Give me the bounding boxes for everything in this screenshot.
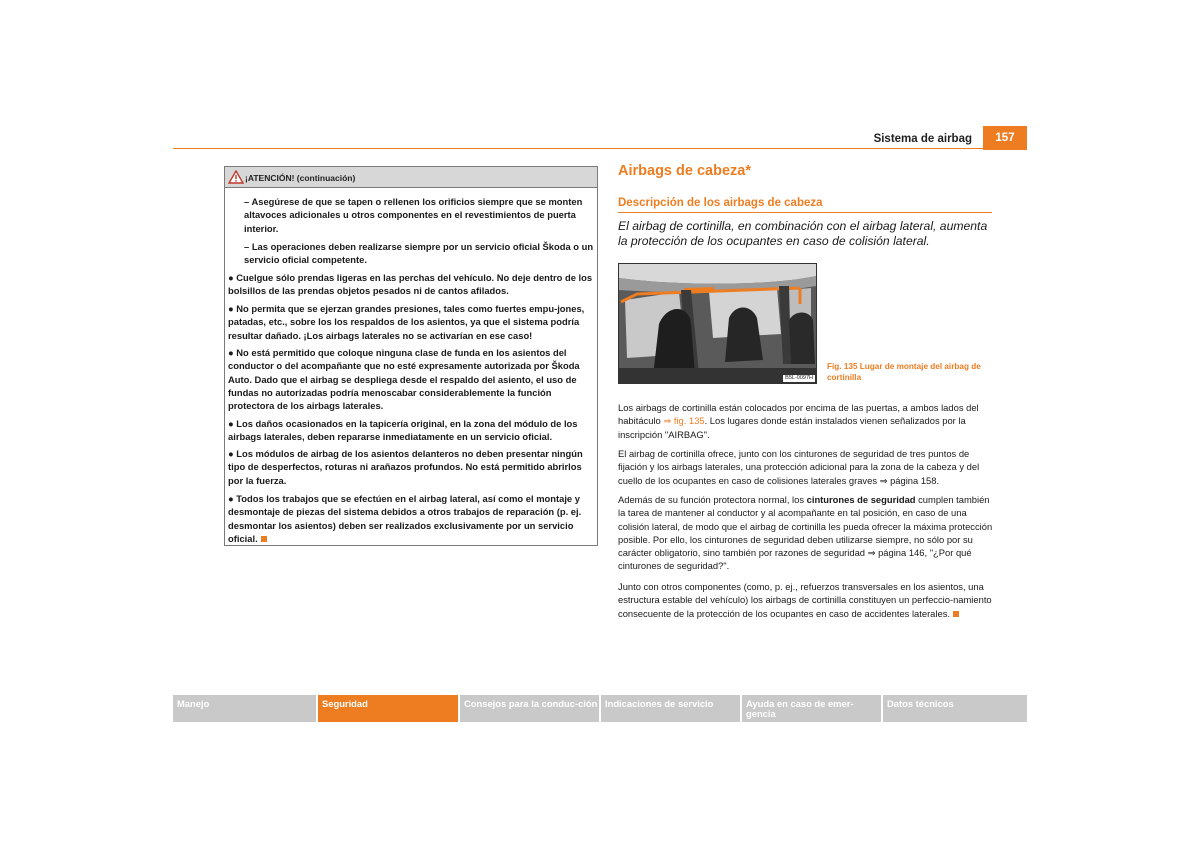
paragraph-text: Los airbags de cortinilla están colocados por encima de las puertas, a ambos lados del habitáculo: [618, 402, 979, 427]
warning-item: ● Los módulos de airbag de los asientos delanteros no deben presentar ningún tipo de desperfectos, roturas ni arañazos profundos. No está permitido abrirlos por la fuerza.: [228, 448, 583, 486]
paragraph-3: [618, 493, 994, 573]
warning-title: ¡ATENCIÓN! (continuación): [245, 173, 356, 183]
tab-indicaciones-servicio[interactable]: Indicaciones de servicio: [601, 695, 740, 722]
intro-text: El airbag de cortinilla, en combinación con el airbag lateral, aumenta la protección de los ocupantes en caso de colisión lateral.: [618, 219, 988, 249]
page-header-title: Sistema de airbag: [873, 133, 972, 145]
paragraph-2: El airbag de cortinilla ofrece, junto con los cinturones de seguridad de tres puntos de fijación y los airbags laterales, una protección adicional para la zona de la cabeza y del cuello de los ocupantes en caso de colisiones laterales graves ⇒ página 158.: [618, 448, 980, 486]
warning-item-text: ● Todos los trabajos que se efectúen en el airbag lateral, así como el montaje y desmontaje de piezas del sistema debidos a otros trabajos de reparación (p. ej. desmontar los asientos) deben ser realizados exclusivamente por un servicio oficial.: [228, 493, 582, 544]
paragraph-bold-text: cinturones de seguridad: [806, 494, 916, 505]
warning-item: – Las operaciones deben realizarse siempre por un servicio oficial Škoda o un servicio oficial competente.: [244, 241, 594, 266]
warning-triangle-icon: [228, 170, 244, 184]
warning-item: [228, 492, 594, 545]
warning-item: ● Los daños ocasionados en la tapicería original, en la zona del módulo de los airbags laterales, deben repararse inmediatamente en un servicio oficial.: [228, 418, 578, 443]
car-interior-illustration: [619, 264, 816, 383]
paragraph-text: Junto con otros componentes (como, p. ej., refuerzos transversales en los asientos, una estructura estable del vehículo) los airbags de cortinilla constituyen un perfeccio-namiento consecuente de la protección de los ocupantes en caso de accidentes laterales.: [618, 581, 992, 619]
page-number: 157: [983, 126, 1027, 150]
warning-item: ● Cuelgue sólo prendas ligeras en las perchas del vehículo. No deje dentro de los bolsillos de las prendas objetos pesados ni de cantos afilados.: [228, 272, 593, 297]
end-marker-icon: [953, 611, 959, 617]
paragraph-text: Además de su función protectora normal, los: [618, 494, 807, 505]
paragraph-text: cumplen también la tarea de mantener al conductor y al acompañante en tal posición, en caso de una colisión lateral, de modo que el airbag de cortinilla les pueda ofrecer la máxima protección posible. Por ello, los cinturones de seguridad deben utilizarse siempre, no sólo por su carácter obligatorio, sino también por razones de seguridad ⇒ página 146, "¿Por qué cinturones de seguridad?".: [618, 494, 993, 572]
tab-ayuda-emergencia[interactable]: Ayuda en caso de emer-gencia: [742, 695, 881, 722]
end-marker-icon: [261, 536, 267, 542]
figure-reference-link[interactable]: ⇒ fig. 135: [663, 415, 705, 427]
paragraph-text: . Los lugares donde están instalados vienen señalizados por la inscripción "AIRBAG".: [618, 415, 966, 440]
subsection-title: Descripción de los airbags de cabeza: [618, 197, 823, 209]
header-divider: [173, 148, 1027, 149]
paragraph-4: [618, 580, 994, 620]
warning-item: – Asegúrese de que se tapen o rellenen los orificios siempre que se monten altavoces adicionales u otros componentes en el revestimientos de puerta interior.: [244, 196, 583, 234]
warning-item: ● No está permitido que coloque ninguna clase de funda en los asientos del conductor o del acompañante que no esté expresamente autorizada por Škoda Auto. Dado que el airbag se despliega desde el respaldo del asiento, el uso de fundas no autorizadas podría menoscabar considerablemente la función protectora de los airbags laterales.: [228, 347, 580, 412]
warning-item: ● No permita que se ejerzan grandes presiones, tales como fuertes empu-jones, patadas, etc., sobre los los respaldos de los asientos, ya que el sistema podría resultar dañado. ¡Los airbags laterales no se activarían en ese caso!: [228, 303, 585, 341]
tab-consejos-conduccion[interactable]: Consejos para la conduc-ción: [460, 695, 599, 722]
subsection-divider: [618, 212, 992, 213]
figure-code: B5L-0097H: [785, 375, 813, 381]
paragraph-1: [618, 401, 994, 441]
warning-header: [225, 167, 597, 188]
tab-manejo[interactable]: Manejo: [173, 695, 316, 722]
section-title: Airbags de cabeza*: [618, 163, 751, 179]
figure-caption: Fig. 135 Lugar de montaje del airbag de cortinilla: [827, 362, 981, 382]
warning-box: [224, 166, 598, 546]
tab-datos-tecnicos[interactable]: Datos técnicos: [883, 695, 1027, 722]
car-interior-figure: [618, 263, 817, 384]
tab-seguridad[interactable]: Seguridad: [318, 695, 458, 722]
